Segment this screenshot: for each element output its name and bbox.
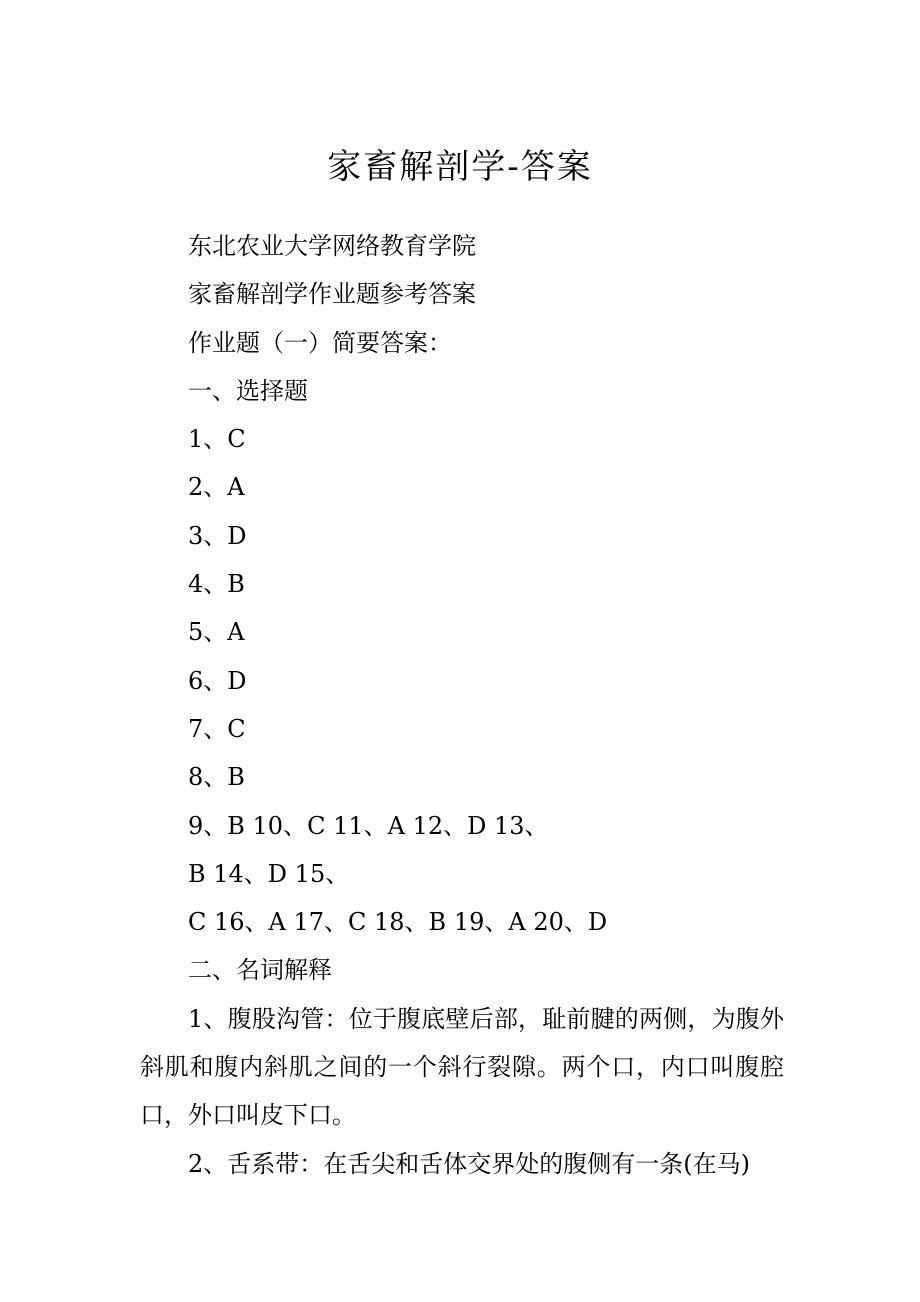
answer-row: 9、B 10、C 11、A 12、D 13、 bbox=[188, 811, 549, 840]
section-heading-multiple-choice: 一、选择题 bbox=[188, 376, 308, 405]
answer-item: 2、A bbox=[188, 473, 245, 502]
paragraph-institution: 东北农业大学网络教育学院 bbox=[188, 232, 476, 260]
answer-item: 6、D bbox=[188, 666, 247, 695]
answer-row: C 16、A 17、C 18、B 19、A 20、D bbox=[188, 908, 608, 937]
document-body bbox=[140, 222, 784, 1188]
answer-item: 7、C bbox=[188, 714, 246, 743]
paragraph-course-answers: 家畜解剖学作业题参考答案 bbox=[188, 280, 476, 309]
document-title: 家畜解剖学-答案 bbox=[327, 147, 593, 187]
answer-row: B 14、D 15、 bbox=[188, 859, 350, 888]
answer-item: 4、B bbox=[188, 570, 245, 599]
answer-item: 5、A bbox=[188, 618, 245, 647]
section-heading-term-definitions: 二、名词解释 bbox=[188, 956, 332, 985]
answer-item: 3、D bbox=[188, 521, 247, 550]
paragraph-assignment-heading: 作业题（一）简要答案： bbox=[188, 328, 452, 357]
answer-item: 8、B bbox=[188, 763, 245, 792]
definition-paragraph: 1、腹股沟管：位于腹底壁后部，耻前腱的两侧，为腹外斜肌和腹内斜肌之间的一个斜行裂隙。两个口，内口叫腹腔口，外口叫皮下口。 bbox=[140, 1004, 784, 1130]
definition-paragraph: 2、舌系带：在舌尖和舌体交界处的腹侧有一条(在马) bbox=[188, 1149, 750, 1178]
answer-item: 1、C bbox=[188, 425, 246, 454]
